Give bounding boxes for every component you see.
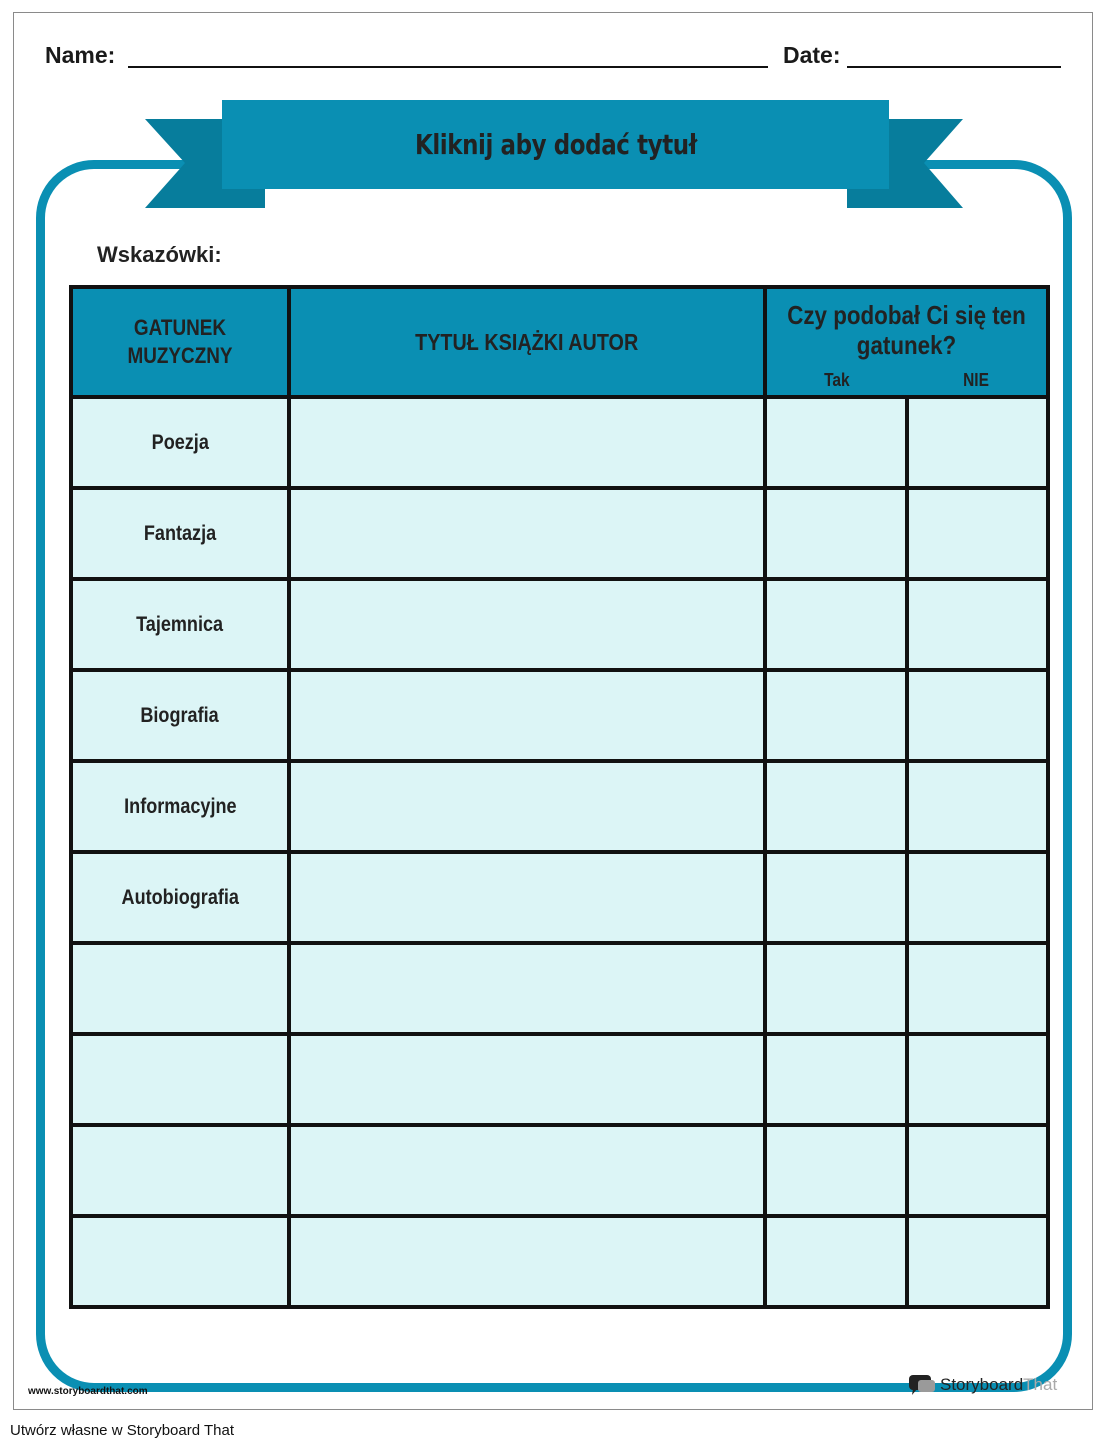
no-cell[interactable] <box>907 670 1048 761</box>
speech-bubble-icon <box>908 1374 936 1396</box>
table-row <box>71 1216 1048 1307</box>
yes-cell[interactable] <box>765 1125 907 1216</box>
header-no <box>907 365 1048 397</box>
logo-text <box>940 1375 1057 1395</box>
book-title-cell[interactable] <box>289 1034 765 1125</box>
no-cell[interactable] <box>907 761 1048 852</box>
book-title-cell[interactable] <box>289 761 765 852</box>
no-cell[interactable] <box>907 1034 1048 1125</box>
book-title-cell[interactable] <box>289 579 765 670</box>
genre-cell[interactable] <box>71 761 289 852</box>
header-book-title <box>289 287 765 397</box>
header-yes <box>765 365 907 397</box>
genre-cell[interactable] <box>71 1125 289 1216</box>
footer-credit: Utwórz własne w Storyboard That <box>10 1422 234 1439</box>
genre-cell[interactable] <box>71 943 289 1034</box>
header-yes-text: Tak <box>824 369 850 390</box>
yes-cell[interactable] <box>765 761 907 852</box>
table-row <box>71 852 1048 943</box>
book-title-cell[interactable] <box>289 488 765 579</box>
storyboardthat-logo <box>908 1374 1057 1396</box>
title-ribbon[interactable] <box>222 100 889 189</box>
genre-label: Poezja <box>151 430 209 454</box>
hint-label: Wskazówki: <box>97 242 222 267</box>
table-row <box>71 488 1048 579</box>
table-row <box>71 943 1048 1034</box>
header-genre <box>71 287 289 397</box>
genre-cell[interactable] <box>71 1034 289 1125</box>
header-no-text: NIE <box>963 369 990 390</box>
genre-label: Autobiografia <box>121 885 239 909</box>
book-title-cell[interactable] <box>289 852 765 943</box>
no-cell[interactable] <box>907 943 1048 1034</box>
logo-text-dark: Storyboard <box>940 1375 1024 1394</box>
header-question <box>765 287 1048 365</box>
yes-cell[interactable] <box>765 579 907 670</box>
genre-label: Fantazja <box>143 521 217 545</box>
genre-cell[interactable] <box>71 579 289 670</box>
book-title-cell[interactable] <box>289 943 765 1034</box>
genre-cell[interactable] <box>71 488 289 579</box>
genre-cell[interactable] <box>71 397 289 488</box>
no-cell[interactable] <box>907 488 1048 579</box>
no-cell[interactable] <box>907 579 1048 670</box>
genre-cell[interactable] <box>71 852 289 943</box>
no-cell[interactable] <box>907 852 1048 943</box>
table-row <box>71 670 1048 761</box>
yes-cell[interactable] <box>765 488 907 579</box>
date-field-line[interactable] <box>847 66 1061 68</box>
header-genre-text: GATUNEK MUZYCZNY <box>127 315 233 368</box>
genre-table <box>69 285 1050 1309</box>
table-row <box>71 397 1048 488</box>
book-title-cell[interactable] <box>289 1125 765 1216</box>
header-question-text: Czy podobał Ci się ten gatunek? <box>787 300 1026 360</box>
yes-cell[interactable] <box>765 852 907 943</box>
date-label: Date: <box>783 42 841 68</box>
table-row <box>71 1034 1048 1125</box>
no-cell[interactable] <box>907 1125 1048 1216</box>
book-title-cell[interactable] <box>289 670 765 761</box>
yes-cell[interactable] <box>765 1216 907 1307</box>
name-label: Name: <box>45 42 116 68</box>
yes-cell[interactable] <box>765 670 907 761</box>
genre-label: Informacyjne <box>123 794 237 818</box>
table-row <box>71 579 1048 670</box>
book-title-cell[interactable] <box>289 1216 765 1307</box>
yes-cell[interactable] <box>765 1034 907 1125</box>
book-title-cell[interactable] <box>289 397 765 488</box>
genre-cell[interactable] <box>71 1216 289 1307</box>
genre-label: Tajemnica <box>136 612 224 636</box>
footer-url: www.storyboardthat.com <box>28 1386 148 1397</box>
no-cell[interactable] <box>907 397 1048 488</box>
table-row <box>71 761 1048 852</box>
name-field-line[interactable] <box>128 66 768 68</box>
yes-cell[interactable] <box>765 943 907 1034</box>
table-row <box>71 1125 1048 1216</box>
logo-text-light: That <box>1023 1375 1058 1394</box>
no-cell[interactable] <box>907 1216 1048 1307</box>
yes-cell[interactable] <box>765 397 907 488</box>
genre-cell[interactable] <box>71 670 289 761</box>
worksheet-title[interactable]: Kliknij aby dodać tytuł <box>414 128 697 161</box>
header-book-title-text: TYTUŁ KSIĄŻKI AUTOR <box>415 328 639 355</box>
genre-label: Biografia <box>140 703 220 727</box>
